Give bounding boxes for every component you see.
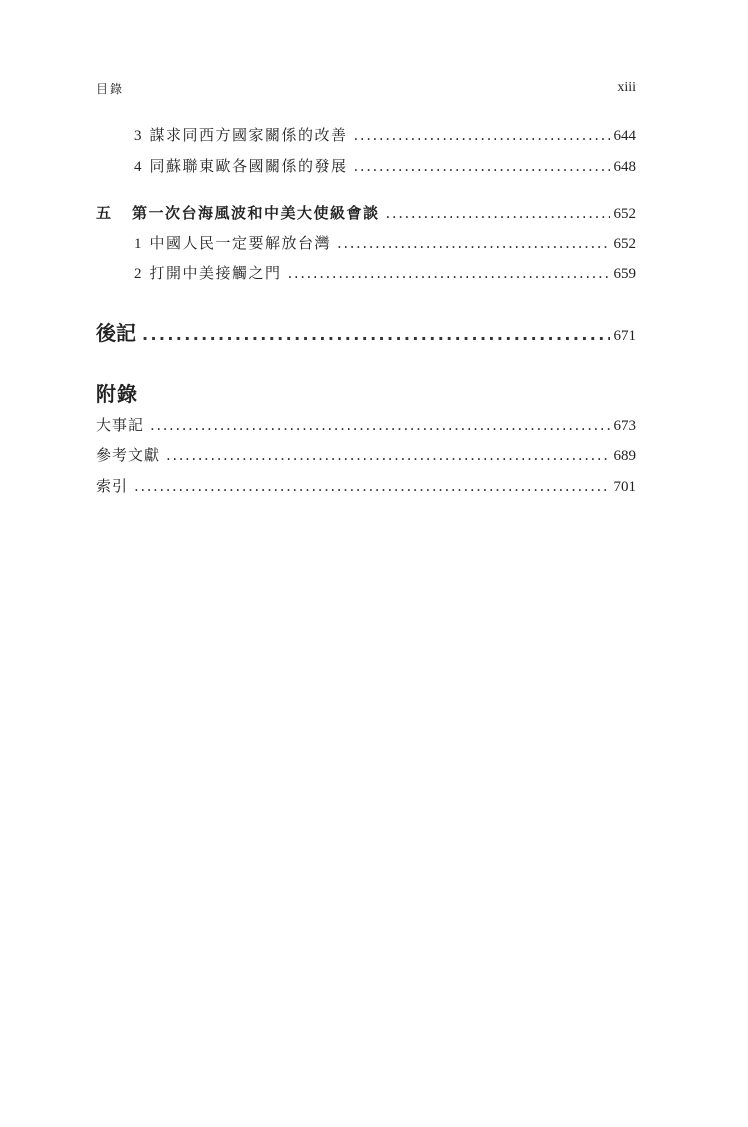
toc-entry-page: 644 [613, 128, 636, 144]
toc-entry-label: 參考文獻 [96, 446, 161, 464]
dot-leader [142, 325, 610, 344]
appendix-heading: 附錄 [96, 382, 138, 406]
toc-entry-number: 2 [134, 266, 142, 282]
toc-entry-page: 673 [613, 418, 636, 434]
toc-entry-page: 652 [613, 236, 636, 252]
toc-appendix-entry[interactable] [96, 475, 636, 496]
toc-entry-page: 648 [613, 159, 636, 175]
toc-entry-label: 打開中美接觸之門 [149, 264, 282, 282]
running-header-title: 目錄 [96, 81, 125, 96]
page-number: xiii [617, 80, 636, 95]
toc-afterword-page: 671 [613, 328, 636, 344]
toc-entry-page: 701 [613, 479, 636, 495]
toc-entry[interactable] [134, 262, 636, 283]
toc-appendix-entry[interactable] [96, 444, 636, 465]
toc-entry[interactable] [134, 232, 636, 253]
toc-entry[interactable] [134, 155, 636, 176]
toc-section-number: 五 [96, 204, 112, 222]
toc-entry[interactable] [134, 124, 636, 145]
dot-leader [166, 446, 609, 464]
toc-afterword[interactable] [96, 317, 636, 346]
dot-leader [337, 234, 609, 252]
dot-leader [386, 204, 610, 222]
dot-leader [354, 157, 610, 175]
toc-entry-label: 同蘇聯東歐各國關係的發展 [149, 157, 348, 175]
toc-afterword-label: 後記 [96, 321, 136, 345]
dot-leader [288, 264, 610, 282]
toc-entry-page: 659 [613, 266, 636, 282]
toc-entry-label: 大事記 [96, 416, 145, 434]
toc-entry-number: 4 [134, 159, 142, 175]
toc-entry-number: 1 [134, 236, 142, 252]
dot-leader [134, 477, 609, 495]
toc-section-page: 652 [613, 206, 636, 222]
toc-appendix-entry[interactable] [96, 414, 636, 435]
dot-leader [150, 416, 609, 434]
toc-entry-page: 689 [613, 448, 636, 464]
toc-entry-label: 索引 [96, 477, 129, 495]
toc-section-label: 第一次台海風波和中美大使級會談 [132, 204, 380, 222]
dot-leader [354, 126, 610, 144]
toc-section-five[interactable] [96, 202, 636, 223]
toc-entry-label: 謀求同西方國家關係的改善 [149, 126, 348, 144]
toc-entry-number: 3 [134, 128, 142, 144]
running-header [96, 78, 636, 98]
toc-entry-label: 中國人民一定要解放台灣 [149, 234, 332, 252]
